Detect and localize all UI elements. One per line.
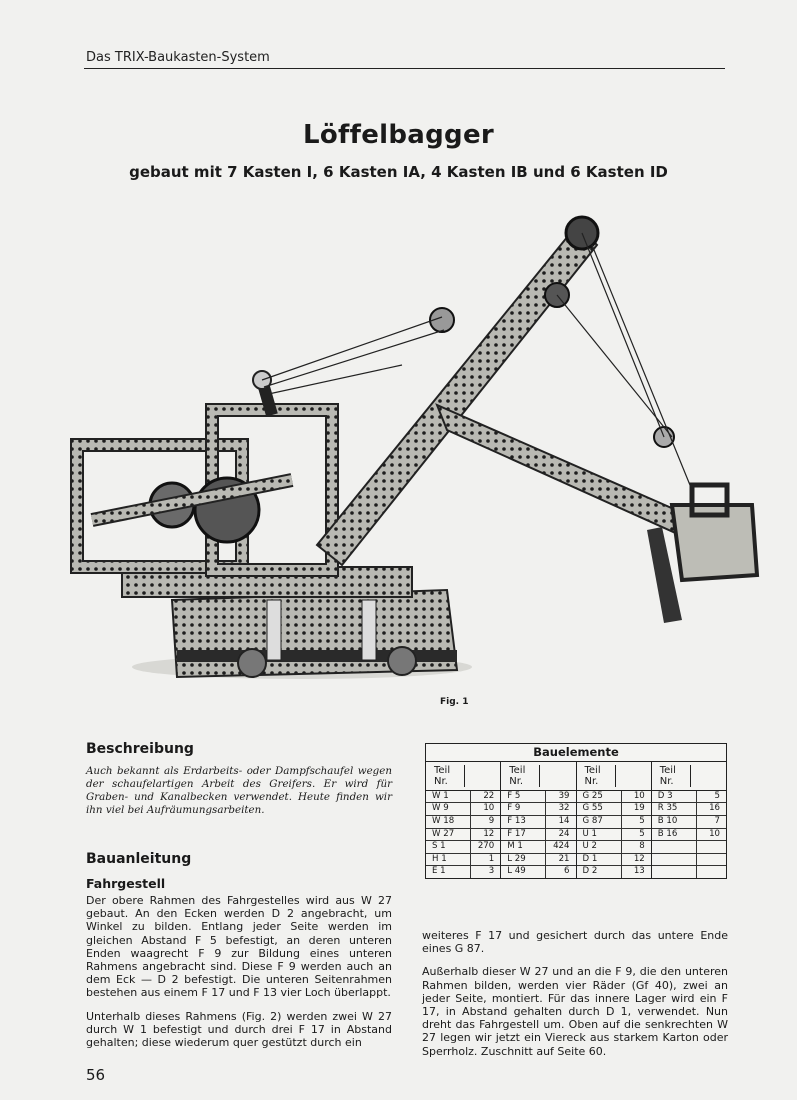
parts-row xyxy=(652,791,726,804)
part-quantity: 8 xyxy=(639,841,645,852)
header-rule xyxy=(84,68,725,69)
part-quantity xyxy=(697,841,726,853)
part-id: B 10 xyxy=(652,816,697,828)
part-quantity: 1 xyxy=(488,853,495,864)
part-quantity: 6 xyxy=(564,866,570,877)
part-id: E 1 xyxy=(426,866,471,878)
part-id: F 13 xyxy=(501,816,546,828)
part-quantity: 5 xyxy=(639,828,645,839)
part-id: L 49 xyxy=(501,866,546,878)
heading-beschreibung: Beschreibung xyxy=(86,741,194,757)
parts-row xyxy=(426,854,500,867)
parts-column-header xyxy=(577,762,651,791)
part-id: G 25 xyxy=(577,791,622,803)
part-quantity: 10 xyxy=(709,828,720,839)
parts-table-columns xyxy=(426,762,726,878)
part-quantity: 3 xyxy=(488,866,495,877)
parts-row xyxy=(652,854,726,867)
part-id: G 55 xyxy=(577,803,622,815)
header-teil: Teil xyxy=(509,764,526,776)
description-text: Auch bekannt als Erdarbeits- oder Dampfschaufel wegen der schaufelartigen Arbeit des Greifers. Er wird für Graben- und Kanalbecken verwendet. Heute finden wir ihn viel bei Aufräumungsarbeiten. xyxy=(86,765,392,816)
part-quantity: 24 xyxy=(558,828,570,839)
part-quantity: 5 xyxy=(714,790,720,801)
part-quantity: 12 xyxy=(633,853,645,864)
part-id: W 1 xyxy=(426,791,471,803)
part-id: D 2 xyxy=(577,866,622,878)
parts-row xyxy=(501,816,575,829)
part-quantity: 12 xyxy=(483,828,495,839)
part-quantity: 22 xyxy=(483,790,495,801)
parts-column xyxy=(652,762,726,878)
parts-table xyxy=(425,743,727,879)
part-quantity: 424 xyxy=(553,841,570,852)
part-id xyxy=(652,866,697,878)
part-id xyxy=(652,841,697,853)
instructions-left-column xyxy=(86,894,392,1049)
header-nr: Nr. xyxy=(584,775,599,787)
part-id: G 87 xyxy=(577,816,622,828)
parts-column-header xyxy=(426,762,500,791)
instructions-paragraph-3: weiteres F 17 und gesichert durch das untere Ende eines G 87. xyxy=(422,929,728,956)
part-quantity: 9 xyxy=(488,815,495,826)
instructions-right-column xyxy=(422,929,728,1058)
running-title: Das TRIX-Baukasten-System xyxy=(86,50,270,65)
part-quantity: 21 xyxy=(558,853,570,864)
page-title: Löffelbagger xyxy=(302,120,495,150)
parts-row xyxy=(501,803,575,816)
parts-row xyxy=(426,816,500,829)
parts-row xyxy=(501,791,575,804)
part-id: D 1 xyxy=(577,854,622,866)
excavator-photo xyxy=(52,205,767,685)
instructions-paragraph-4: Außerhalb dieser W 27 und an die F 9, die den unteren Rahmen bilden, werden vier Räder (Gf 40), zwei an jeder Seite, montiert. Für das innere Lager wird ein F 17, in Abstand gehalten durch D 1, verwendet. Nun dreht das Fahrgestell um. Oben auf die senkrechten W 27 legen wir jetzt ein Viereck aus starkem Karton oder Sperrholz. Zuschnitt auf Seite 60. xyxy=(422,965,728,1058)
parts-row xyxy=(426,803,500,816)
heading-bauanleitung: Bauanleitung xyxy=(86,851,192,867)
parts-row xyxy=(501,866,575,878)
part-id: L 29 xyxy=(501,854,546,866)
parts-table-title: Bauelemente xyxy=(426,744,726,762)
parts-column xyxy=(577,762,652,878)
part-quantity: 5 xyxy=(639,815,645,826)
figure-caption: Fig. 1 xyxy=(440,697,469,707)
parts-row xyxy=(652,866,726,878)
part-quantity: 16 xyxy=(709,803,720,814)
part-id: F 5 xyxy=(501,791,546,803)
page-number: 56 xyxy=(86,1066,106,1084)
part-quantity: 10 xyxy=(633,790,645,801)
part-id: F 17 xyxy=(501,829,546,841)
parts-row xyxy=(426,841,500,854)
parts-row xyxy=(577,854,651,867)
part-quantity: 7 xyxy=(714,815,720,826)
header-teil: Teil xyxy=(659,764,676,776)
page-subtitle: gebaut mit 7 Kasten I, 6 Kasten IA, 4 Kasten IB und 6 Kasten ID xyxy=(129,163,668,181)
part-id: W 9 xyxy=(426,803,471,815)
header-nr: Nr. xyxy=(509,775,524,787)
header-teil: Teil xyxy=(434,764,451,776)
part-id: U 2 xyxy=(577,841,622,853)
part-id: H 1 xyxy=(426,854,471,866)
part-quantity: 13 xyxy=(633,866,645,877)
part-id: R 35 xyxy=(652,803,697,815)
header-nr: Nr. xyxy=(434,775,448,787)
parts-row xyxy=(577,791,651,804)
part-id: B 16 xyxy=(652,829,697,841)
parts-row xyxy=(652,841,726,854)
parts-row xyxy=(426,829,500,842)
instructions-paragraph-1: Der obere Rahmen des Fahrgestelles wird aus W 27 gebaut. An den Ecken werden D 2 angebracht, um Winkel zu bilden. Entlang jeder Seite werden im gleichen Abstand F 5 befestigt, an deren unteren Enden waagrecht F 9 zur Bildung eines unteren Rahmens angebracht sind. Diese F 9 werden auch an dem Eck — D 2 befestigt. Die unteren Seitenrahmen bestehen aus einem F 17 und F 13 vier Loch überlappt. xyxy=(86,894,392,1000)
parts-row xyxy=(426,866,500,878)
parts-row xyxy=(501,829,575,842)
part-id: D 3 xyxy=(652,791,697,803)
part-quantity: 14 xyxy=(558,815,570,826)
parts-row xyxy=(652,829,726,842)
parts-column xyxy=(501,762,576,878)
subheading-fahrgestell: Fahrgestell xyxy=(86,876,166,891)
parts-row xyxy=(577,803,651,816)
parts-row xyxy=(577,829,651,842)
parts-column-header xyxy=(652,762,726,791)
part-quantity xyxy=(697,854,726,866)
part-id xyxy=(652,854,697,866)
part-quantity: 39 xyxy=(558,790,570,801)
part-id: W 27 xyxy=(426,829,471,841)
parts-row xyxy=(652,803,726,816)
part-quantity: 10 xyxy=(483,803,495,814)
parts-row xyxy=(577,841,651,854)
part-quantity: 32 xyxy=(558,803,570,814)
header-nr: Nr. xyxy=(659,775,674,787)
parts-column xyxy=(426,762,501,878)
header-teil: Teil xyxy=(584,764,601,776)
part-id: F 9 xyxy=(501,803,546,815)
part-quantity: 19 xyxy=(633,803,645,814)
parts-row xyxy=(577,816,651,829)
parts-row xyxy=(577,866,651,878)
parts-row xyxy=(426,791,500,804)
part-id: S 1 xyxy=(426,841,471,853)
instructions-paragraph-2: Unterhalb dieses Rahmens (Fig. 2) werden zwei W 27 durch W 1 befestigt und durch drei F 17 in Abstand gehalten; diese wiederum quer gestützt durch ein xyxy=(86,1009,392,1050)
part-id: W 18 xyxy=(426,816,471,828)
parts-row xyxy=(501,841,575,854)
part-quantity: 270 xyxy=(477,841,495,852)
parts-row xyxy=(652,816,726,829)
parts-column-header xyxy=(501,762,575,791)
part-id: U 1 xyxy=(577,829,622,841)
parts-row xyxy=(501,854,575,867)
part-quantity xyxy=(697,866,726,878)
part-id: M 1 xyxy=(501,841,546,853)
